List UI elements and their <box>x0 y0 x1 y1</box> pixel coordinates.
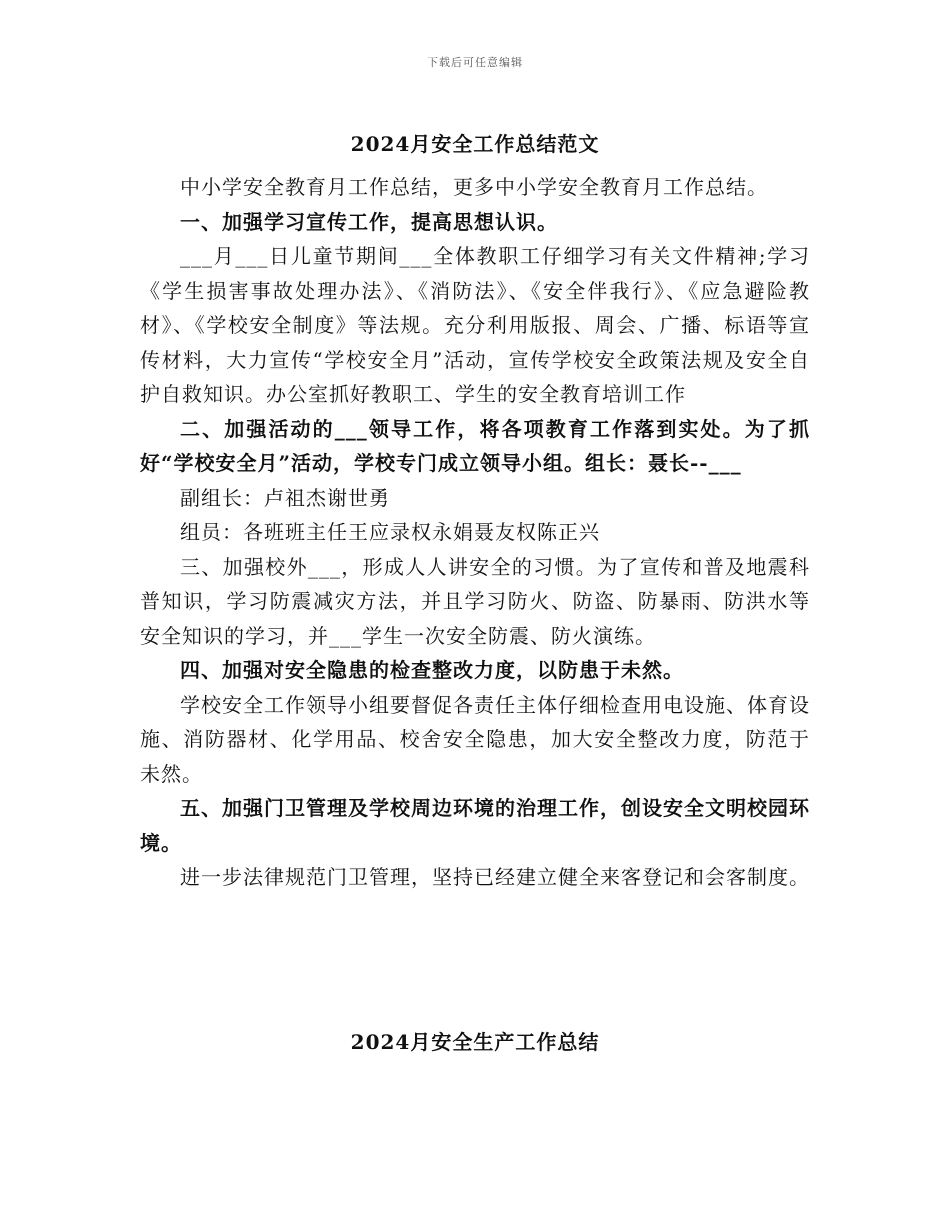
heading-section-4: 四、加强对安全隐患的检查整改力度，以防患于未然。 <box>180 658 684 682</box>
heading-section-1: 一、加强学习宣传工作，提高思想认识。 <box>180 209 558 234</box>
next-document-title: 2024月安全生产工作总结 <box>350 1030 600 1054</box>
paragraph-section-4: 学校安全工作领导小组要督促各责任主体仔细检查用电设施、体育设施、消防器材、化学用品、校舍安全隐患，加大安全整改力度，防范于未然。 <box>140 692 810 786</box>
document-title: 2024月安全工作总结范文 <box>350 132 600 156</box>
header-note: 下载后可任意编辑 <box>427 56 523 69</box>
paragraph-section-5: 进一步法律规范门卫管理，坚持已经建立健全来客登记和会客制度。 <box>180 865 810 889</box>
paragraph-section-3: 三、加强校外___，形成人人讲安全的习惯。为了宣传和普及地震科普知识，学习防震减灾方法，并且学习防火、防盗、防暴雨、防洪水等安全知识的学习，并___学生一次安全防震、防火演练。 <box>140 554 810 648</box>
heading-section-2: 二、加强活动的___领导工作，将各项教育工作落到实处。为了抓好“学校安全月”活动，学校专门成立领导小组。组长：聂长--___ <box>140 416 810 475</box>
heading-section-5: 五、加强门卫管理及学校周边环境的治理工作，创设安全文明校园环境。 <box>140 796 810 855</box>
paragraph-vice-leader: 副组长：卢祖杰谢世勇 <box>180 485 390 510</box>
paragraph-intro: 中小学安全教育月工作总结，更多中小学安全教育月工作总结。 <box>180 175 768 199</box>
paragraph-section-1: ___月___日儿童节期间___全体教职工仔细学习有关文件精神;学习《学生损害事故处理办法》、《消防法》、《安全伴我行》、《应急避险教材》、《学校安全制度》等法规。充分利用版报、周会、广播、标语等宣传材料，大力宣传“学校安全月”活动，宣传学校安全政策法规及安全自护自救知识。办公室抓好教职工、学生的安全教育培训工作 <box>140 244 810 406</box>
paragraph-members: 组员：各班班主任王应录权永娟聂友权陈正兴 <box>180 520 600 544</box>
document-body <box>140 170 810 895</box>
